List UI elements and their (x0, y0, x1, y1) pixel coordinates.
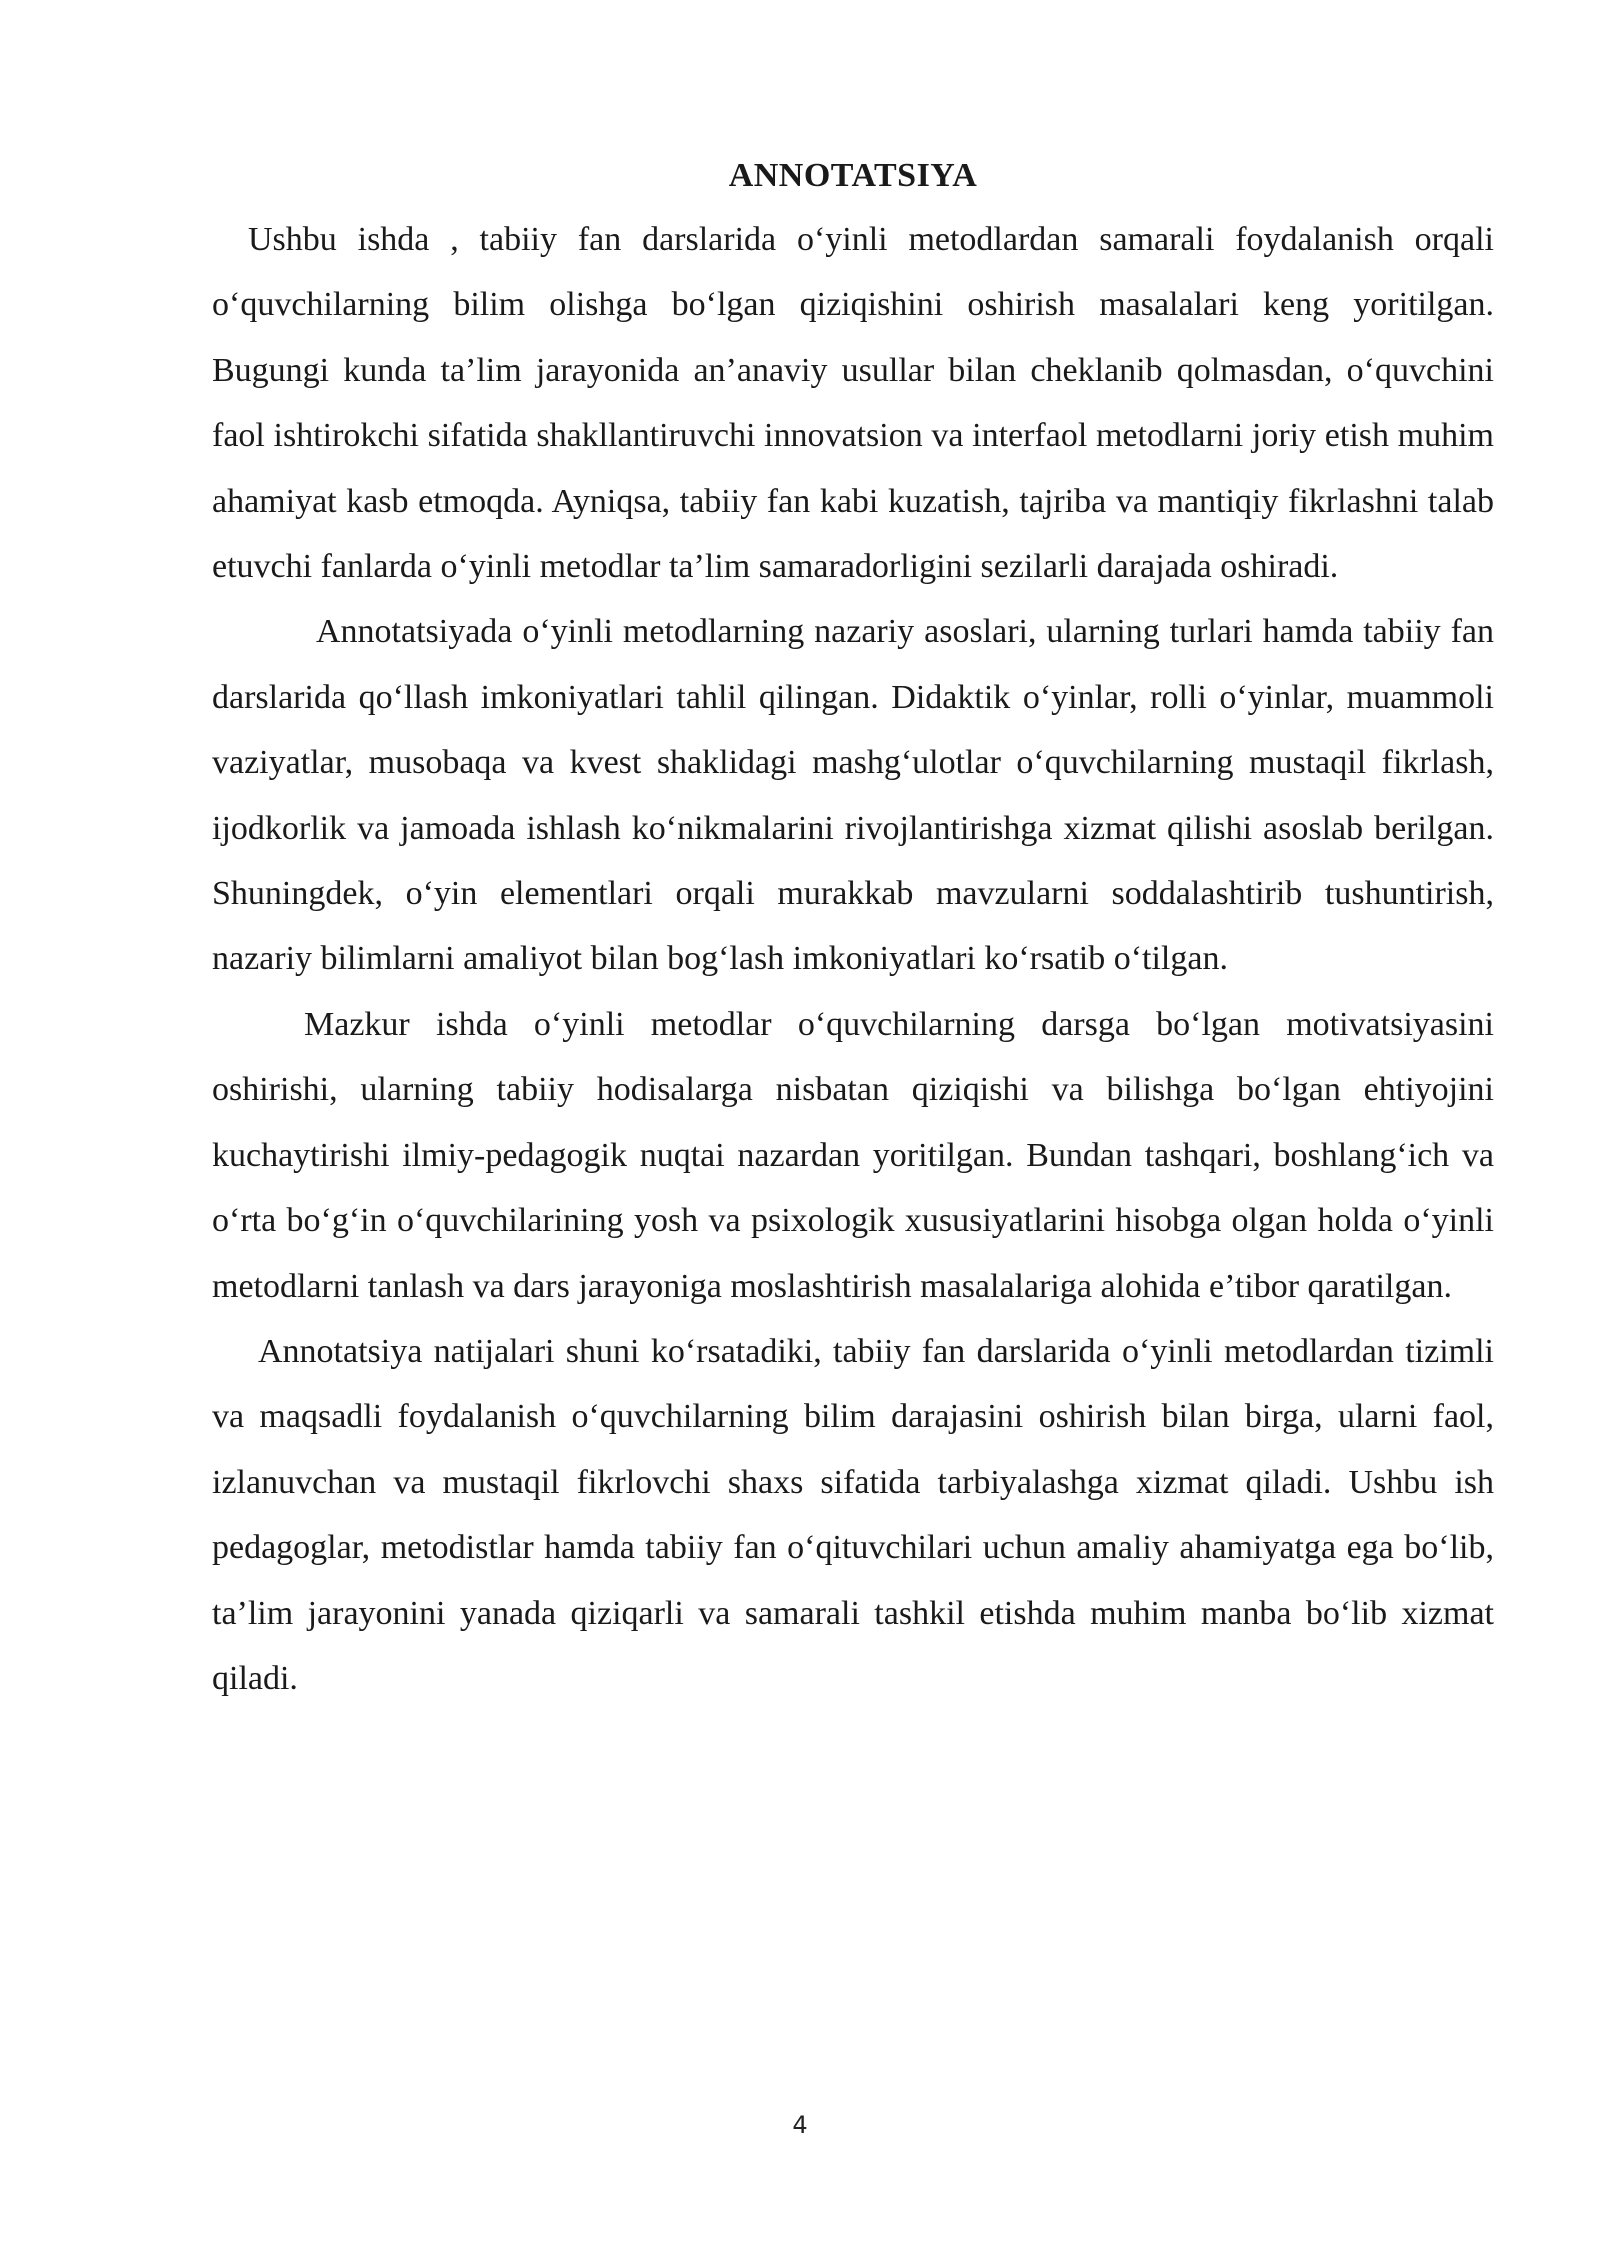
page-content (212, 145, 1494, 1711)
page-number: 4 (792, 2111, 808, 2139)
page-title: ANNOTATSIYA (728, 157, 978, 194)
paragraph-2: Annotatsiyada o‘yinli metodlarning nazariy asoslari, ularning turlari hamda tabiiy fan darslarida qo‘llash imkoniyatlari tahlil qilingan. Didaktik o‘yinlar, rolli o‘yinlar, muammoli vaziyatlar, musobaqa va kvest shaklidagi mashg‘ulotlar o‘quvchilarning mustaqil fikrlash, ijodkorlik va jamoada ishlash ko‘nikmalarini rivojlantirishga xizmat qilishi asoslab berilgan. Shuningdek, o‘yin elementlari orqali murakkab mavzularni soddalashtirib tushuntirish, nazariy bilimlarni amaliyot bilan bog‘lash imkoniyatlari ko‘rsatib o‘tilgan. (212, 613, 1494, 978)
paragraph-3: Mazkur ishda o‘yinli metodlar o‘quvchilarning darsga bo‘lgan motivatsiyasini oshirishi, ularning tabiiy hodisalarga nisbatan qiziqishi va bilishga bo‘lgan ehtiyojini kuchaytirishi ilmiy-pedagogik nuqtai nazardan yoritilgan. Bundan tashqari, boshlang‘ich va o‘rta bo‘g‘in o‘quvchilarining yosh va psixologik xususiyatlarini hisobga olgan holda o‘yinli metodlarni tanlash va dars jarayoniga moslashtirish masalalariga alohida e’tibor qaratilgan. (212, 1005, 1494, 1305)
paragraph-4: Annotatsiya natijalari shuni ko‘rsatadiki, tabiiy fan darslarida o‘yinli metodlardan tizimli va maqsadli foydalanish o‘quvchilarning bilim darajasini oshirish bilan birga, ularni faol, izlanuvchan va mustaqil fikrlovchi shaxs sifatida tarbiyalashga xizmat qiladi. Ushbu ish pedagoglar, metodistlar hamda tabiiy fan o‘qituvchilari uchun amaliy ahamiyatga ega bo‘lib, ta’lim jarayonini yanada qiziqarli va samarali tashkil etishda muhim manba bo‘lib xizmat qiladi. (212, 1332, 1494, 1697)
paragraph-1: Ushbu ishda , tabiiy fan darslarida o‘yinli metodlardan samarali foydalanish orqali o‘quvchilarning bilim olishga bo‘lgan qiziqishini oshirish masalalari keng yoritilgan. Bugungi kunda ta’lim jarayonida an’anaviy usullar bilan cheklanib qolmasdan, o‘quvchini faol ishtirokchi sifatida shakllantiruvchi innovatsion va interfaol metodlarni joriy etish muhim ahamiyat kasb etmoqda. Ayniqsa, tabiiy fan kabi kuzatish, tajriba va mantiqiy fikrlashni talab etuvchi fanlarda o‘yinli metodlar ta’lim samaradorligini sezilarli darajada oshiradi. (212, 221, 1494, 586)
